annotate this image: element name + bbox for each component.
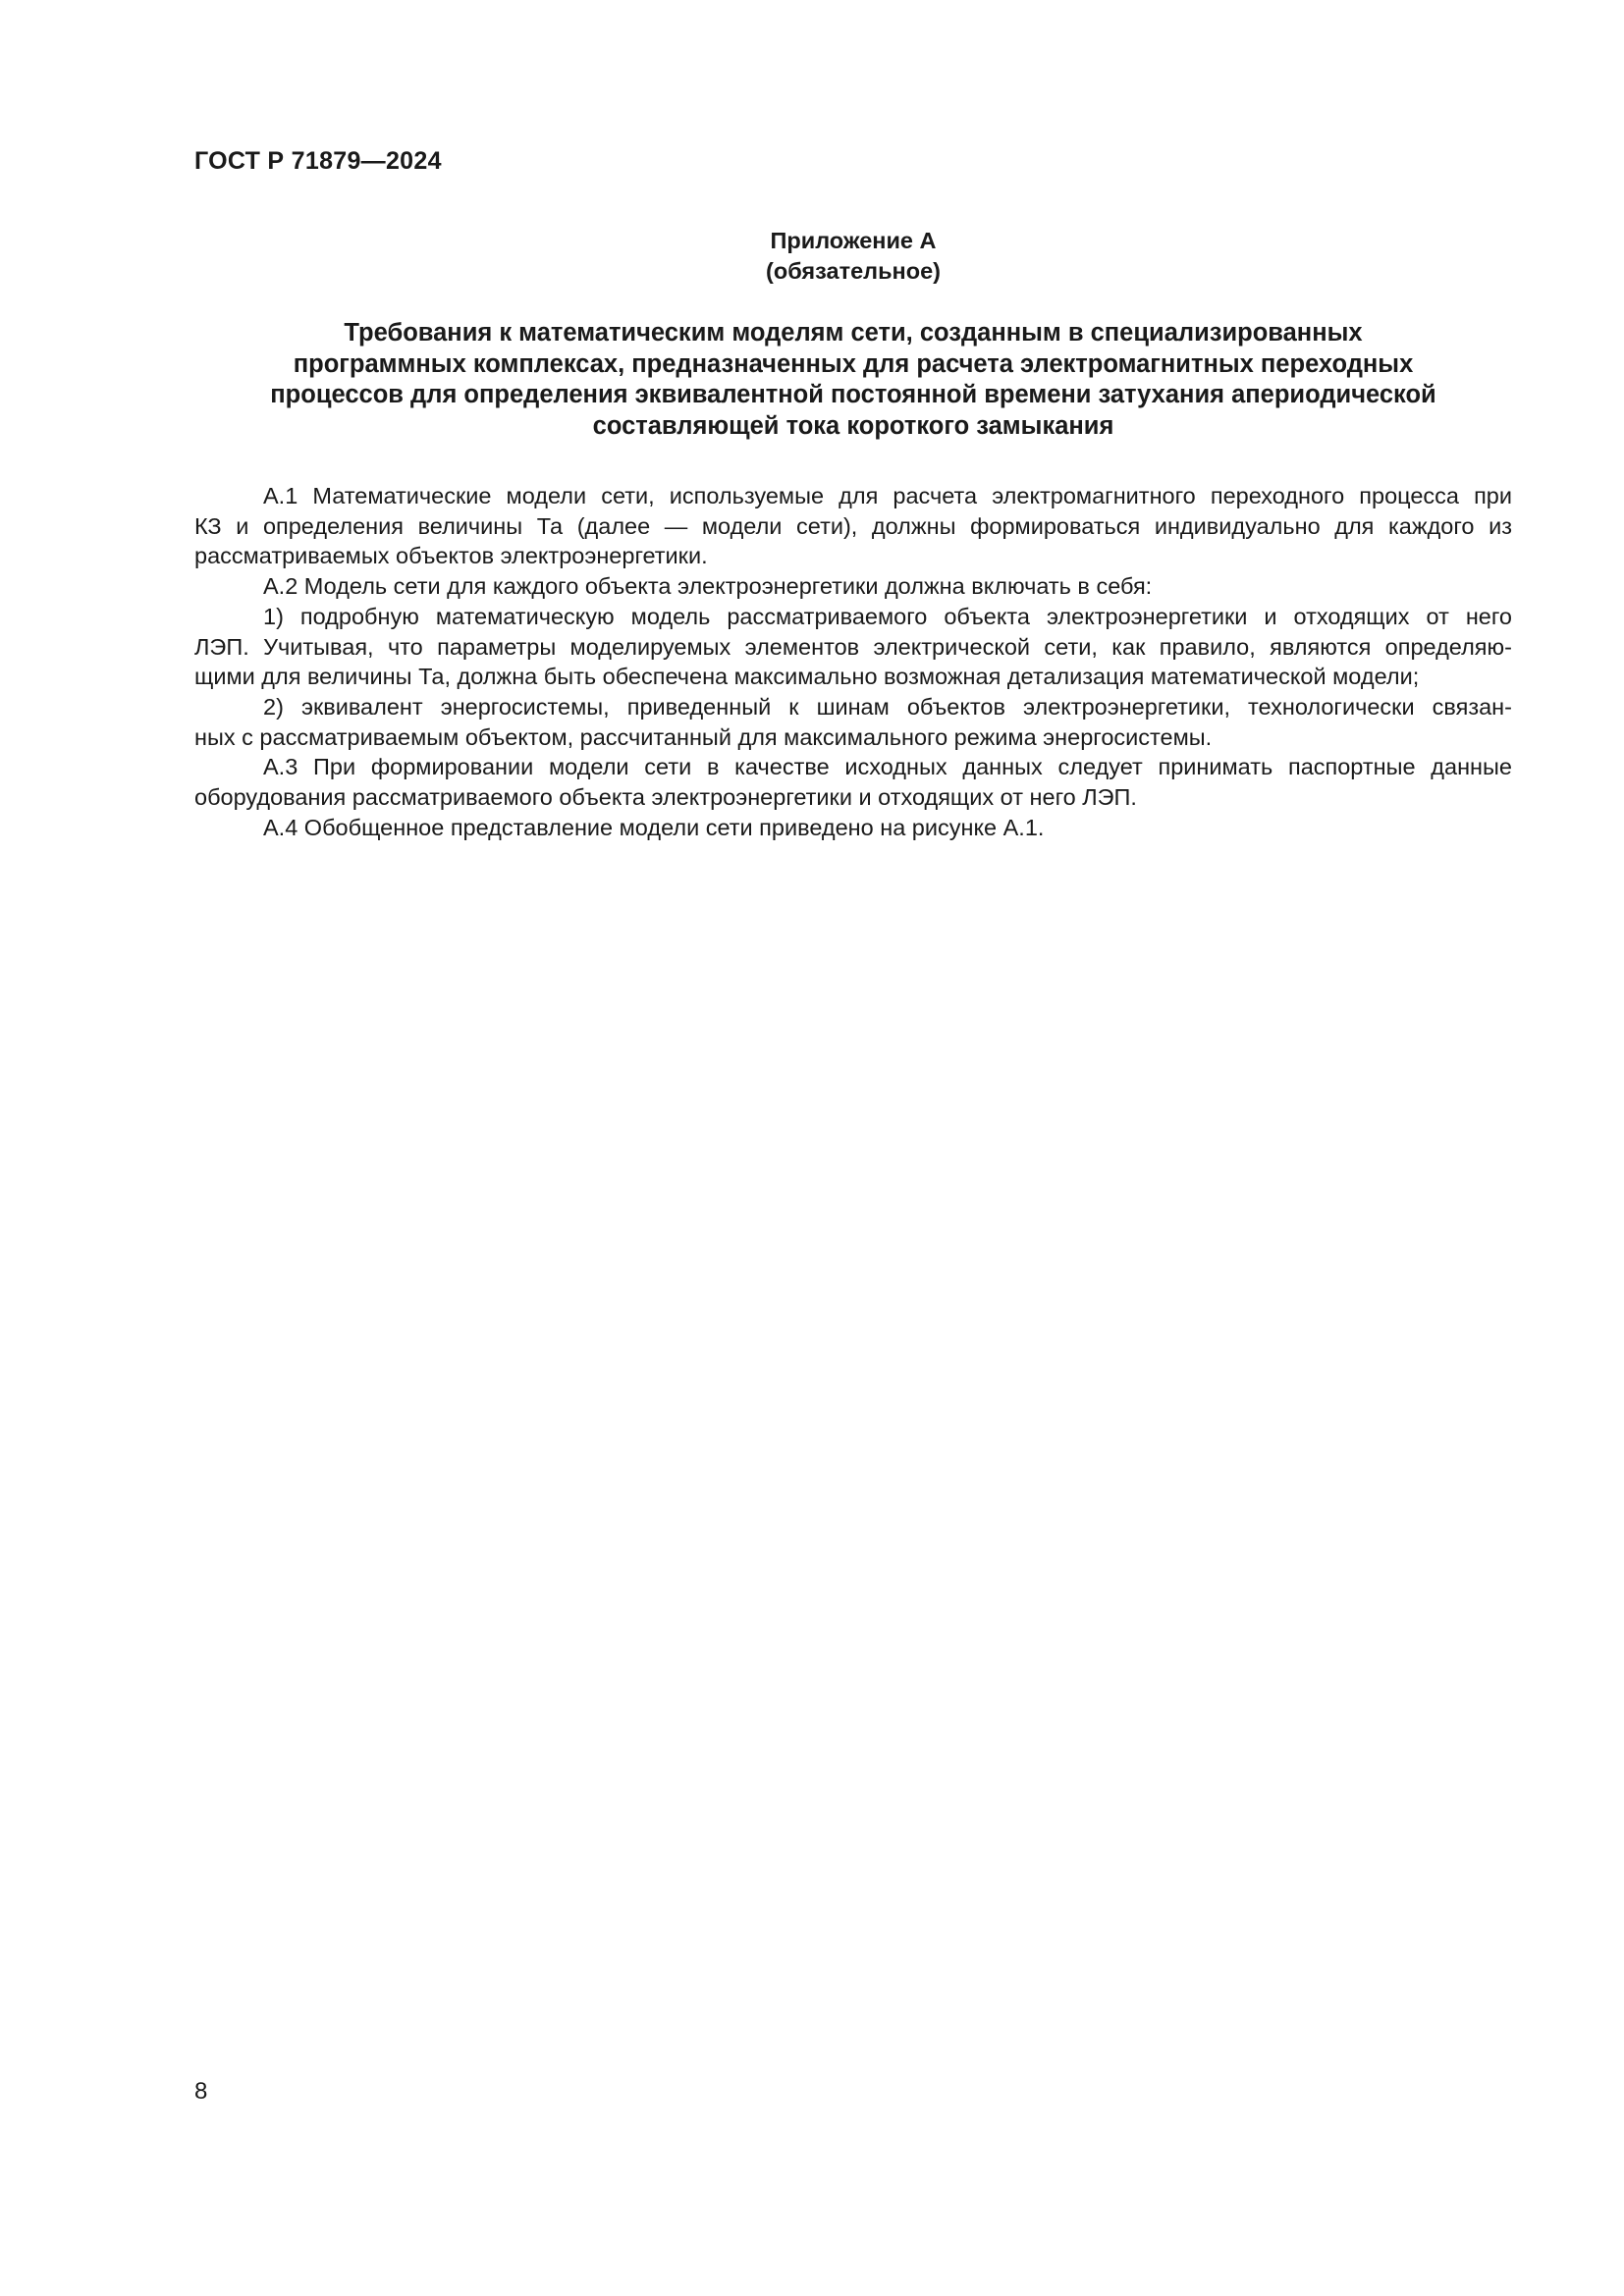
paragraph-a2 [194, 571, 1512, 602]
annex-heading [194, 226, 1512, 287]
text-line: КЗ и определения величины Та (далее — модели сети), должны формироваться индивидуально для каждого из [194, 512, 1512, 539]
text-line: А.4 Обобщенное представление модели сети приведено на рисунке А.1. [263, 814, 1045, 840]
text-line: щими для величины Та, должна быть обеспечена максимально возможная детализация математической модели; [194, 664, 1420, 690]
annex-title-line: программных комплексах, предназначенных для расчета электромагнитных переходных [293, 349, 1414, 378]
document-identifier: ГОСТ Р 71879—2024 [194, 147, 442, 175]
annex-title-line: составляющей тока короткого замыкания [592, 411, 1114, 440]
paragraph-a4 [194, 813, 1512, 843]
paragraph-a3 [194, 752, 1512, 812]
text-line: А.3 При формировании модели сети в качестве исходных данных следует принимать паспортные данные [263, 754, 1512, 780]
body-text [194, 481, 1512, 842]
annex-status: (обязательное) [766, 258, 941, 284]
text-line: оборудования рассматриваемого объекта электроэнергетики и отходящих от него ЛЭП. [194, 784, 1137, 811]
text-line: ных с рассматриваемым объектом, рассчитанный для максимального режима энергосистемы. [194, 723, 1213, 750]
annex-title-line: процессов для определения эквивалентной постоянной времени затухания апериодической [270, 381, 1436, 408]
text-line: 1) подробную математическую модель рассматриваемого объекта электроэнергетики и отходящих от него [263, 603, 1512, 629]
annex-title-line: Требования к математическим моделям сети, созданным в специализированных [344, 319, 1363, 347]
paragraph-item-2 [194, 692, 1512, 752]
page-number: 8 [194, 2078, 208, 2105]
text-line: рассматриваемых объектов электроэнергетики. [194, 543, 708, 569]
annex-label: Приложение А [770, 228, 937, 253]
annex-title [194, 318, 1512, 442]
text-line: А.2 Модель сети для каждого объекта электроэнергетики должна включать в себя: [263, 573, 1153, 600]
paragraph-item-1 [194, 602, 1512, 692]
text-line: 2) эквивалент энергосистемы, приведенный к шинам объектов электроэнергетики, технологически связан- [263, 693, 1512, 720]
paragraph-a1 [194, 481, 1512, 571]
text-line: А.1 Математические модели сети, используемые для расчета электромагнитного переходного процесса при [263, 483, 1512, 508]
text-line: ЛЭП. Учитывая, что параметры моделируемых элементов электрической сети, как правило, являются определяю- [194, 633, 1512, 660]
